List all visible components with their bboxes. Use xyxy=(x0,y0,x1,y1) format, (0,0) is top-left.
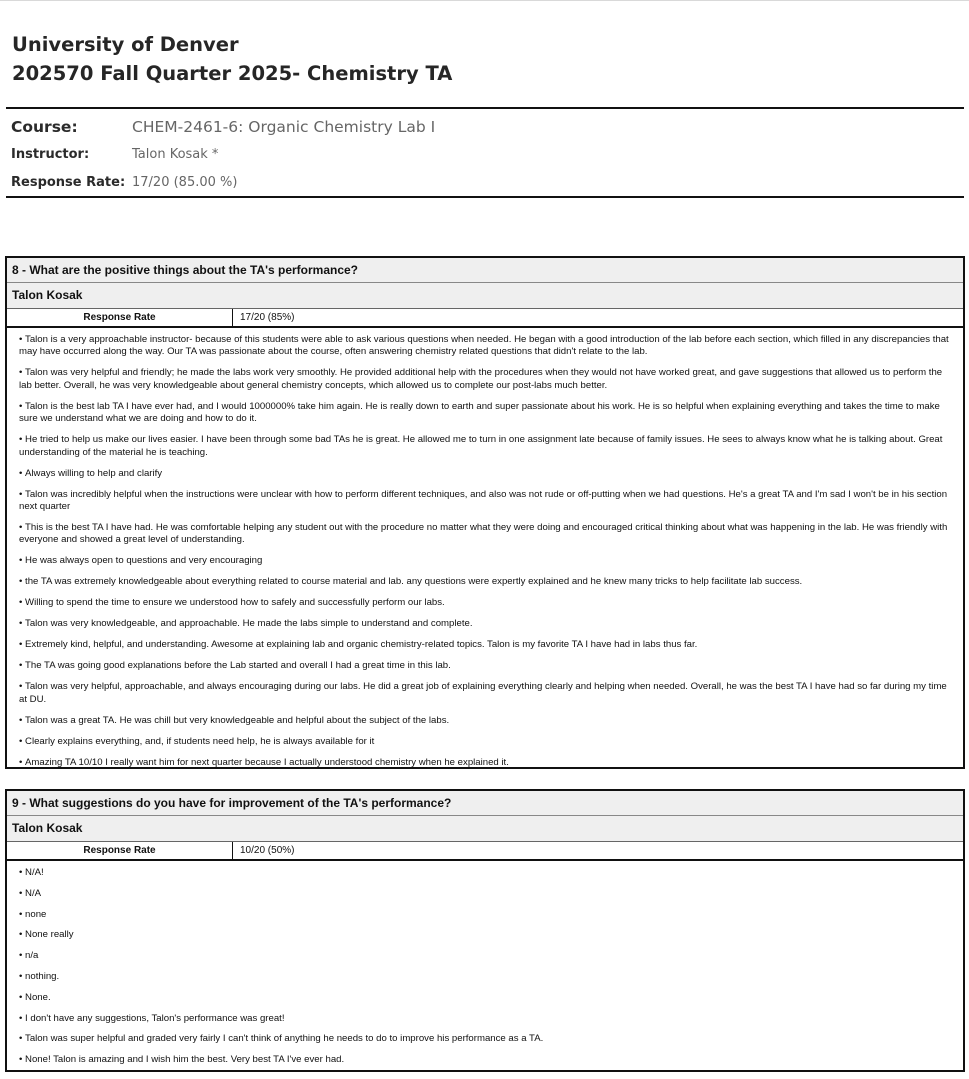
response-item: • Extremely kind, helpful, and understanding. Awesome at explaining lab and organic chemistry-related topics. Talon is my favorite TA I have had in labs thus far. xyxy=(19,639,954,651)
response-item: • He tried to help us make our lives easier. I have been through some bad TAs he is great. He allowed me to turn in one assignment late because of family issues. He sees to always know what he is talking about. Great understanding of the material he is teaching. xyxy=(19,434,954,459)
response-rate-label: Response Rate xyxy=(7,309,233,326)
response-rate-label: Response Rate xyxy=(7,842,233,859)
response-rate-value: 17/20 (85%) xyxy=(240,312,295,323)
response-item: • Talon was incredibly helpful when the instructions were unclear with how to perform different techniques, and also was not rude or off-putting when we had questions. He's a great TA and I'm sad I won't be in his section next quarter xyxy=(19,489,954,514)
course-label: Course: xyxy=(11,118,78,136)
response-item: • Talon was super helpful and graded very fairly I can't think of anything he needs to do to improve his performance as a TA. xyxy=(19,1033,954,1045)
instructor-value: Talon Kosak * xyxy=(132,147,219,162)
response-item: • None really xyxy=(19,929,954,941)
instructor-label: Instructor: xyxy=(11,147,90,162)
response-item: • This is the best TA I have had. He was comfortable helping any student out with the procedure no matter what they were doing and encouraged critical thinking about what was happening in the lab. He was friendly with everyone and showed a great level of understanding. xyxy=(19,522,954,547)
ta-name: Talon Kosak xyxy=(7,283,963,309)
top-divider xyxy=(0,0,969,1)
response-item: • none xyxy=(19,909,954,921)
response-item: • N/A xyxy=(19,888,954,900)
response-item: • N/A! xyxy=(19,867,954,879)
response-list xyxy=(7,328,963,782)
report-term-title: 202570 Fall Quarter 2025- Chemistry TA xyxy=(12,62,453,85)
response-rate-value: 17/20 (85.00 %) xyxy=(132,175,238,190)
ta-name: Talon Kosak xyxy=(7,816,963,842)
response-item: • He was always open to questions and very encouraging xyxy=(19,555,954,567)
response-item: • Talon was very helpful, approachable, and always encouraging during our labs. He did a great job of explaining everything clearly and helping when needed. Overall, he was the best TA I have had so far during my time at DU. xyxy=(19,681,954,706)
question-title: 9 - What suggestions do you have for improvement of the TA's performance? xyxy=(7,791,963,816)
response-item: • nothing. xyxy=(19,971,954,983)
response-item: • Clearly explains everything, and, if students need help, he is always available for it xyxy=(19,736,954,748)
response-item: • Talon is the best lab TA I have ever had, and I would 1000000% take him again. He is really down to earth and super passionate about his work. He is so helpful when explaining everything and takes the time to make sure we understand what we are doing and how to do it. xyxy=(19,401,954,426)
response-item: • Talon is a very approachable instructor- because of this students were able to ask various questions when needed. He began with a good introduction of the lab before each section, which filled in any discrepancies that may have occurred along the way. Our TA was passionate about the course, often answering chemistry related questions that didn't relate to the lab. xyxy=(19,334,954,359)
response-rate-value: 10/20 (50%) xyxy=(240,845,295,856)
question-9-section xyxy=(5,789,965,1072)
response-item: • Talon was very helpful and friendly; he made the labs work very smoothly. He provided additional help with the procedures when they would not have worked great, and gave suggestions that allowed us to perform the lab better. Overall, he was very knowledgeable about general chemistry concepts, which allowed us to complete our post-labs much better. xyxy=(19,367,954,392)
response-item: • Amazing TA 10/10 I really want him for next quarter because I actually understood chemistry when he explained it. xyxy=(19,757,954,769)
response-item: • I don't have any suggestions, Talon's performance was great! xyxy=(19,1013,954,1025)
response-item: • the TA was extremely knowledgeable about everything related to course material and lab. any questions were expertly explained and he knew many tricks to help facilitate lab success. xyxy=(19,576,954,588)
course-value: CHEM-2461-6: Organic Chemistry Lab I xyxy=(132,118,436,136)
question-response-rate xyxy=(7,309,963,328)
response-item: • None! Talon is amazing and I wish him the best. Very best TA I've ever had. xyxy=(19,1054,954,1066)
report-header xyxy=(12,30,452,88)
response-item: • Always willing to help and clarify xyxy=(19,468,954,480)
response-item: • Willing to spend the time to ensure we understood how to safely and successfully perform our labs. xyxy=(19,597,954,609)
response-item: • Talon was very knowledgeable, and approachable. He made the labs simple to understand and complete. xyxy=(19,618,954,630)
question-8-section xyxy=(5,256,965,769)
response-item: • None. xyxy=(19,992,954,1004)
course-info-box xyxy=(6,107,964,198)
question-title: 8 - What are the positive things about the TA's performance? xyxy=(7,258,963,283)
response-item: • The TA was going good explanations before the Lab started and overall I had a great time in this lab. xyxy=(19,660,954,672)
response-item: • Talon was a great TA. He was chill but very knowledgeable and helpful about the subject of the labs. xyxy=(19,715,954,727)
question-response-rate xyxy=(7,842,963,861)
response-rate-label: Response Rate: xyxy=(11,175,126,190)
response-list xyxy=(7,861,963,1079)
response-item: • n/a xyxy=(19,950,954,962)
university-name: University of Denver xyxy=(12,33,239,56)
